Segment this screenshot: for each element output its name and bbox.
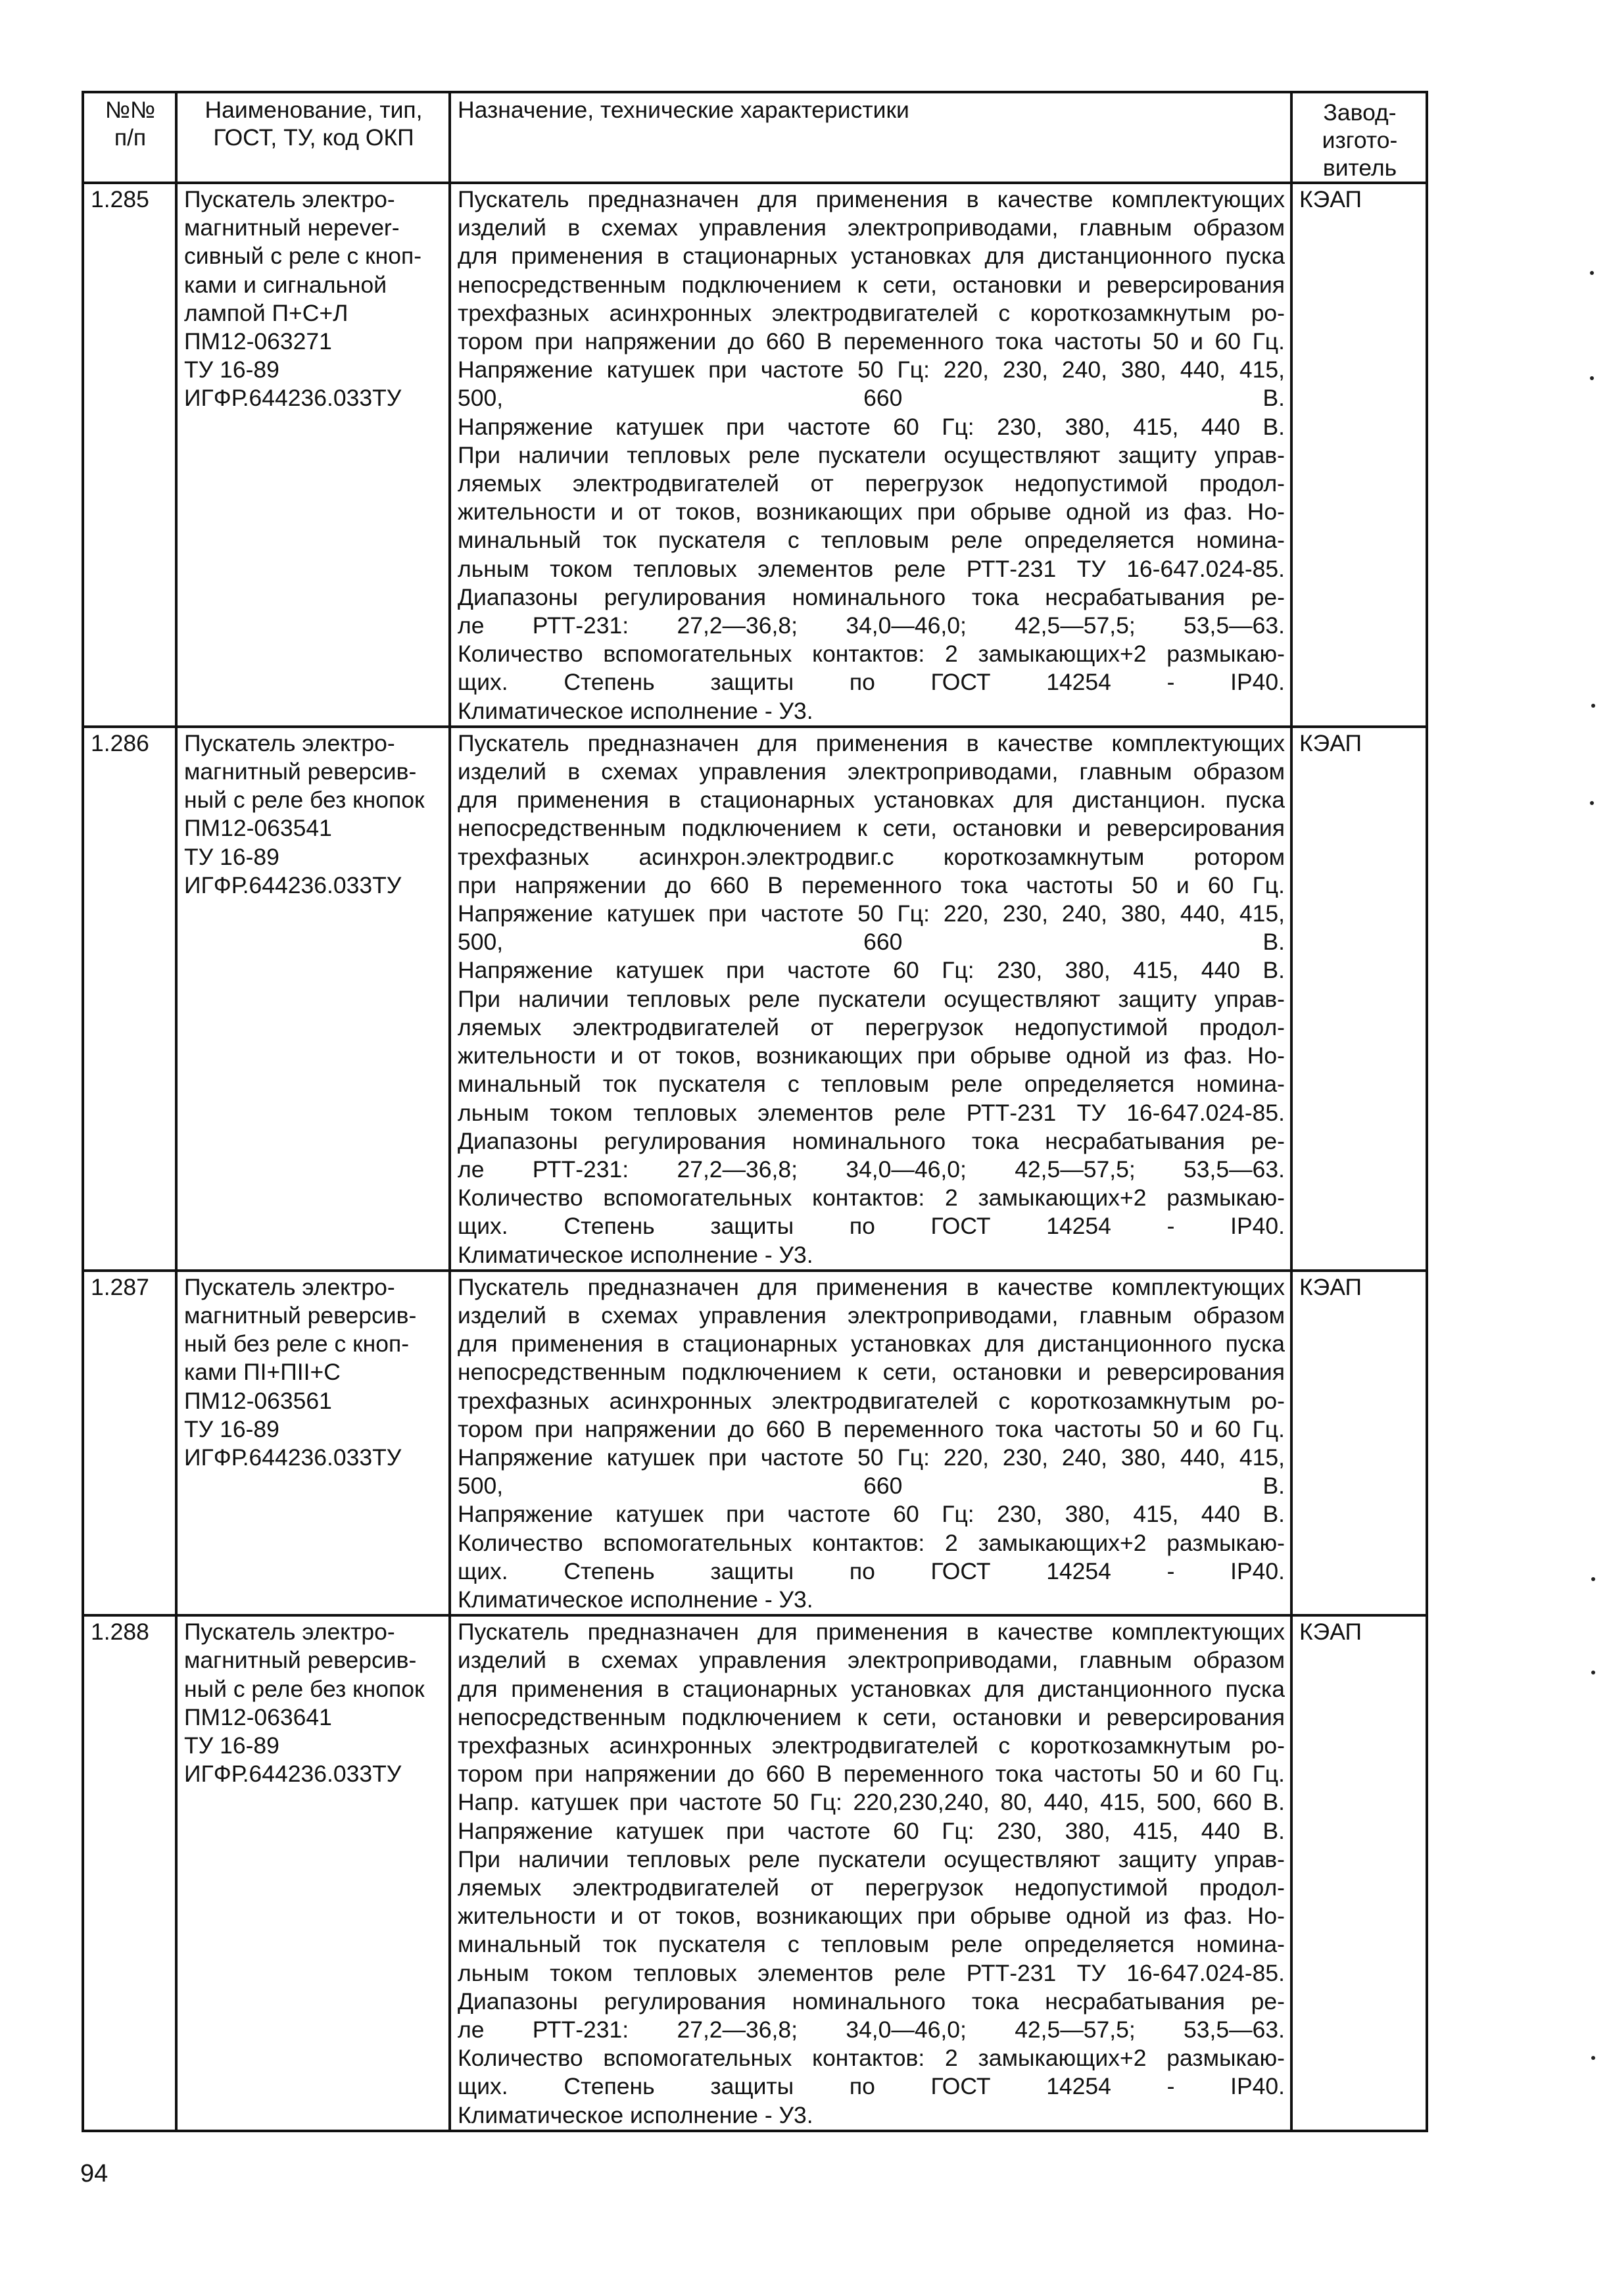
text-line: для применения в стационарных установках для дистанционного пуска [458,1675,1285,1702]
text-line: магнитный реверсив- [184,1647,417,1674]
text-line: Пускатель электро- [184,186,395,212]
text-line: Пускатель предназначен для применения в качестве комплектующих [458,186,1285,212]
text-line: непосредственным подключением к сети, остановки и реверсирования [458,815,1285,842]
text-line: непосредственным подключением к сети, остановки и реверсирования [458,271,1285,298]
text-line: Количество вспомогательных контактов: 2 замыкающих+2 размыкаю- [458,641,1285,668]
text-line: магнитный реверсив- [184,1302,417,1329]
text-line: Напр. катушек при частоте 50 Гц: 220,230,240, 80, 440, 415, 500, 660 В. [458,1789,1285,1816]
text-line: минальный ток пускателя с тепловым реле определяется номина- [458,1071,1285,1098]
item-description [450,1615,1291,2131]
text-line: для применения в стационарных установках для дистанционного пуска [458,243,1285,270]
text-line: щих. Степень защиты по ГОСТ 14254 - IP40. [458,2073,1285,2100]
item-manufacturer: КЭАП [1291,183,1427,727]
table-row [83,1271,1427,1615]
text-line: непосредственным подключением к сети, остановки и реверсирования [458,1359,1285,1386]
text-line: При наличии тепловых реле пускатели осуществляют защиту управ- [458,441,1285,468]
text-line: ТУ 16-89 [184,1732,279,1759]
header-manufacturer [1291,92,1427,183]
text-line: трехфазных асинхронных электродвигателей с короткозамкнутым ро- [458,299,1285,326]
text-line: ками и сигнальной [184,271,387,298]
text-line: ляемых электродвигателей от перегрузок недопустимой продол- [458,1874,1285,1901]
text-line: ками ПI+ПII+С [184,1359,341,1386]
text-line: Завод- [1323,99,1397,126]
item-number: 1.285 [83,183,176,727]
text-line: Диапазоны регулирования номинального тока несрабатывания ре- [458,583,1285,610]
scan-speck [1590,271,1594,275]
text-line: ле РТТ-231: 27,2—36,8; 34,0—46,0; 42,5—57,5; 53,5—63. [458,2016,1285,2043]
text-line: Пускатель предназначен для применения в качестве комплектующих [458,1619,1285,1646]
text-line: 500, 660 В. [458,929,1285,956]
item-description [450,727,1291,1271]
item-number: 1.288 [83,1615,176,2131]
text-line: жительности и от токов, возникающих при обрыве одной из фаз. Но- [458,1042,1285,1069]
scan-speck [1591,704,1595,708]
text-line: непосредственным подключением к сети, остановки и реверсирования [458,1703,1285,1730]
text-line: витель [1322,155,1397,181]
item-manufacturer: КЭАП [1291,1615,1427,2131]
text-line: Пускатель предназначен для применения в качестве комплектующих [458,729,1285,756]
text-line: лампой П+С+Л [184,299,348,326]
table-body [83,183,1427,2131]
scan-speck [1590,376,1594,380]
text-line: трехфазных асинхронных электродвигателей с короткозамкнутым ро- [458,1387,1285,1414]
text-line: льным током тепловых элементов реле РТТ-231 ТУ 16-647.024-85. [458,1959,1285,1986]
text-line: Климатическое исполнение - У3. [458,2101,813,2128]
page-number: 94 [80,2160,108,2187]
header-row [83,92,1427,183]
text-line: Наименование, тип, [204,97,423,123]
item-manufacturer: КЭАП [1291,727,1427,1271]
text-line: изделий в схемах управления электроприводами, главным образом [458,1647,1285,1674]
text-line: изделий в схемах управления электроприводами, главным образом [458,758,1285,785]
text-line: минальный ток пускателя с тепловым реле определяется номина- [458,527,1285,554]
text-line: ный с реле без кнопок [184,787,425,814]
item-number: 1.286 [83,727,176,1271]
text-line: Диапазоны регулирования номинального тока несрабатывания ре- [458,1988,1285,2015]
text-line: Пускатель электро- [184,1273,395,1300]
text-line: ный с реле без кнопок [184,1675,425,1702]
text-line: Назначение, технические характеристики [458,97,909,123]
text-line: ИГФР.644236.033ТУ [184,871,402,898]
text-line: Количество вспомогательных контактов: 2 замыкающих+2 размыкаю- [458,2045,1285,2072]
text-line: ПМ12-063561 [184,1387,332,1414]
text-line: ГОСТ, ТУ, код ОКП [213,124,414,151]
text-line: ИГФР.644236.033ТУ [184,1444,402,1471]
text-line: жительности и от токов, возникающих при обрыве одной из фаз. Но- [458,499,1285,525]
text-line: ТУ 16-89 [184,356,279,383]
text-line: магнитный нерever- [184,214,400,241]
text-line: ле РТТ-231: 27,2—36,8; 34,0—46,0; 42,5—57,5; 53,5—63. [458,612,1285,639]
text-line: ПМ12-063641 [184,1703,332,1730]
text-line: при напряжении до 660 В переменного тока частоты 50 и 60 Гц. [458,871,1285,898]
text-line: изгото- [1322,127,1398,153]
table-header [83,92,1427,183]
text-line: Напряжение катушек при частоте 50 Гц: 220, 230, 240, 380, 440, 415, [458,900,1285,927]
text-line: для применения в стационарных установках для дистанцион. пуска [458,787,1285,814]
item-number: 1.287 [83,1271,176,1615]
text-line: льным током тепловых элементов реле РТТ-231 ТУ 16-647.024-85. [458,555,1285,582]
table-row [83,727,1427,1271]
text-line: трехфазных асинхрон.электродвиг.с короткозамкнутым ротором [458,843,1285,870]
item-name [176,1615,450,2131]
text-line: При наличии тепловых реле пускатели осуществляют защиту управ- [458,1845,1285,1872]
text-line: Климатическое исполнение - У3. [458,697,813,724]
text-line: ный без реле с кноп- [184,1331,410,1357]
text-line: тором при напряжении до 660 В переменного тока частоты 50 и 60 Гц. [458,1761,1285,1788]
item-name [176,1271,450,1615]
text-line: минальный ток пускателя с тепловым реле определяется номина- [458,1931,1285,1958]
table-row [83,183,1427,727]
text-line: №№ [105,97,156,123]
text-line: Напряжение катушек при частоте 50 Гц: 220, 230, 240, 380, 440, 415, [458,1444,1285,1471]
text-line: тором при напряжении до 660 В переменного тока частоты 50 и 60 Гц. [458,328,1285,355]
text-line: магнитный реверсив- [184,758,417,785]
text-line: ляемых электродвигателей от перегрузок недопустимой продол- [458,1014,1285,1040]
text-line: для применения в стационарных установках для дистанционного пуска [458,1331,1285,1357]
text-line: ТУ 16-89 [184,1415,279,1442]
text-line: щих. Степень защиты по ГОСТ 14254 - IP40. [458,1213,1285,1240]
text-line: Напряжение катушек при частоте 60 Гц: 230, 380, 415, 440 В. [458,413,1285,440]
text-line: Диапазоны регулирования номинального тока несрабатывания ре- [458,1127,1285,1154]
text-line: п/п [114,124,147,151]
scan-speck [1590,801,1594,805]
text-line: изделий в схемах управления электроприводами, главным образом [458,214,1285,241]
text-line: ляемых электродвигателей от перегрузок недопустимой продол- [458,470,1285,497]
scan-speck [1591,2056,1595,2060]
text-line: Климатическое исполнение - У3. [458,1241,813,1268]
text-line: трехфазных асинхронных электродвигателей с короткозамкнутым ро- [458,1732,1285,1759]
text-line: Пускатель предназначен для применения в качестве комплектующих [458,1273,1285,1300]
text-line: Напряжение катушек при частоте 60 Гц: 230, 380, 415, 440 В. [458,957,1285,984]
text-line: 500, 660 В. [458,385,1285,412]
item-description [450,183,1291,727]
text-line: Напряжение катушек при частоте 50 Гц: 220, 230, 240, 380, 440, 415, [458,356,1285,383]
text-line: ИГФР.644236.033ТУ [184,385,402,412]
text-line: Количество вспомогательных контактов: 2 замыкающих+2 размыкаю- [458,1529,1285,1556]
text-line: ТУ 16-89 [184,843,279,870]
text-line: льным током тепловых элементов реле РТТ-231 ТУ 16-647.024-85. [458,1099,1285,1126]
text-line: Климатическое исполнение - У3. [458,1586,813,1613]
text-line: Напряжение катушек при частоте 60 Гц: 230, 380, 415, 440 В. [458,1501,1285,1528]
spec-table [82,91,1428,2132]
item-manufacturer: КЭАП [1291,1271,1427,1615]
text-line: щих. Степень защиты по ГОСТ 14254 - IP40. [458,669,1285,696]
text-line: щих. Степень защиты по ГОСТ 14254 - IP40. [458,1557,1285,1584]
header-description [450,92,1291,183]
header-name [176,92,450,183]
scan-speck [1591,1671,1595,1674]
text-line: ПМ12-063271 [184,328,332,355]
table-row [83,1615,1427,2131]
text-line: При наличии тепловых реле пускатели осуществляют защиту управ- [458,985,1285,1012]
text-line: ПМ12-063541 [184,815,332,842]
text-line: Пускатель электро- [184,729,395,756]
scan-speck [1591,1577,1595,1581]
header-number [83,92,176,183]
item-name [176,183,450,727]
text-line: Количество вспомогательных контактов: 2 замыкающих+2 размыкаю- [458,1185,1285,1211]
text-line: Пускатель электро- [184,1619,395,1646]
text-line: ле РТТ-231: 27,2—36,8; 34,0—46,0; 42,5—57,5; 53,5—63. [458,1156,1285,1183]
text-line: ИГФР.644236.033ТУ [184,1761,402,1788]
text-line: изделий в схемах управления электроприводами, главным образом [458,1302,1285,1329]
text-line: жительности и от токов, возникающих при обрыве одной из фаз. Но- [458,1903,1285,1930]
item-description [450,1271,1291,1615]
text-line: тором при напряжении до 660 В переменного тока частоты 50 и 60 Гц. [458,1415,1285,1442]
text-line: 500, 660 В. [458,1473,1285,1500]
text-line: сивный с реле с кноп- [184,243,422,270]
text-line: Напряжение катушек при частоте 60 Гц: 230, 380, 415, 440 В. [458,1817,1285,1844]
item-name [176,727,450,1271]
